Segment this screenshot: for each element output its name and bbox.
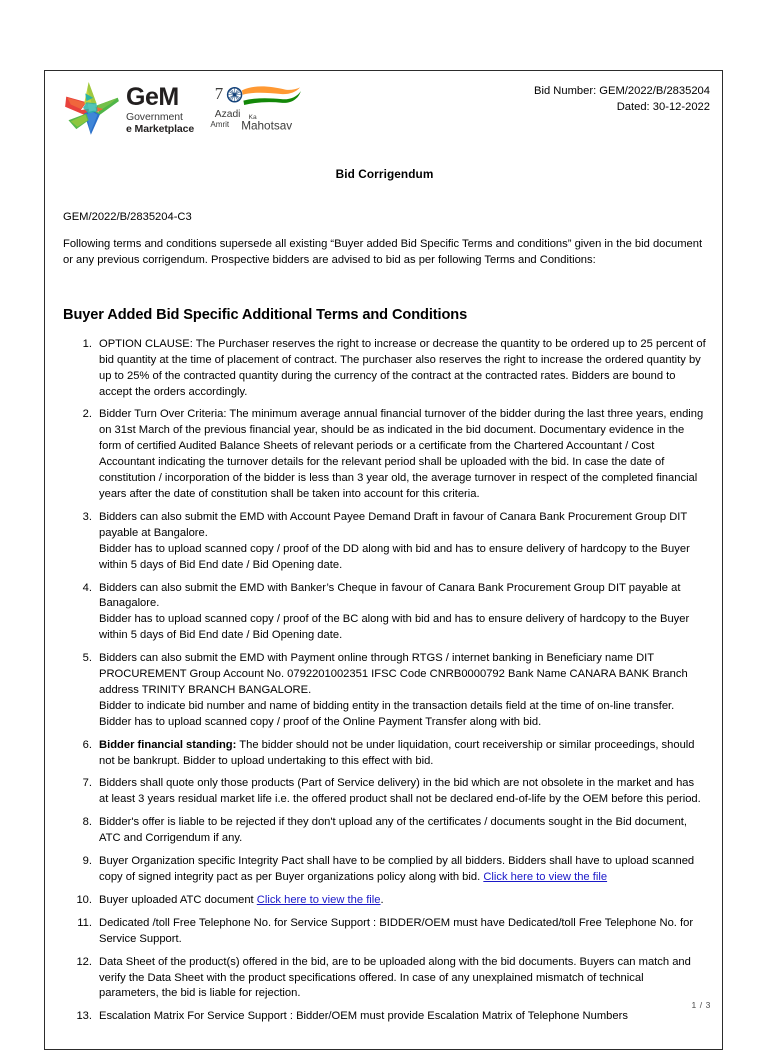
- term-number: 2.: [82, 408, 92, 421]
- term-number: 13.: [76, 1010, 92, 1023]
- bid-date: Dated: 30-12-2022: [616, 101, 710, 114]
- term-item: [82, 854, 706, 886]
- term-item: [82, 651, 706, 731]
- term-paragraph: Buyer uploaded ATC document Click here to view the file.: [99, 893, 384, 906]
- logo-group: [63, 81, 320, 137]
- term-number: 3.: [82, 510, 92, 523]
- azadi-ka-amrit-mahotsav-icon: [208, 83, 320, 133]
- term-item: [82, 738, 706, 770]
- term-number: 8.: [82, 816, 92, 829]
- term-item: [82, 815, 706, 847]
- svg-text:7: 7: [214, 84, 224, 104]
- view-file-link[interactable]: Click here to view the file: [256, 893, 381, 906]
- term-paragraph: Bidder Turn Over Criteria: The minimum average annual financial turnover of the bidder during the last three years, ending on 31st March of the previous financial year, should be as indicated in the bid document. Documentary evidence in the form of certified Audited Balance Sheets of relevant periods or a certificate from the Chartered Accountant / Cost Accountant indicating the turnover details for the relevant period shall be uploaded with the bid. In case the date of constitution / incorporation of the bidder is less than 3 year old, the average turnover in respect of the completed financial years after the date of constitution shall be taken into account for this criteria.: [99, 408, 704, 500]
- term-bold-lead: Bidder financial standing:: [99, 738, 237, 751]
- term-paragraph: Bidders can also submit the EMD with Account Payee Demand Draft in favour of Canara Bank Procurement Group DIT payable at Bangalore.: [99, 510, 688, 539]
- term-number: 9.: [82, 855, 92, 868]
- term-item: [82, 581, 706, 645]
- term-item: [82, 510, 706, 574]
- term-paragraph: Bidders can also submit the EMD with Banker’s Cheque in favour of Canara Bank Procurement Group DIT payable at Banagalore.: [99, 581, 681, 610]
- svg-text:Ka: Ka: [248, 114, 257, 122]
- svg-text:Mahotsav: Mahotsav: [241, 119, 293, 133]
- term-number: 1.: [82, 337, 92, 350]
- term-item: [76, 893, 706, 909]
- term-paragraph: OPTION CLAUSE: The Purchaser reserves the right to increase or decrease the quantity to be ordered up to 25 percent of bid quantity at the time of placement of contract. The purchaser also reserves the right to increase the ordered quantity by up to 25% of the contracted quantity during the currency of the contract at the contracted rates. Bidders are bound to accept the orders accordingly.: [99, 337, 706, 398]
- term-number: 12.: [76, 955, 92, 968]
- terms-list: [45, 337, 706, 1025]
- term-paragraph: Bidder has to upload scanned copy / proof of the BC along with bid and has to ensure delivery of hardcopy to the Buyer within 5 days of Bid End date / Bid Opening date.: [99, 613, 690, 642]
- term-number: 6.: [82, 738, 92, 751]
- bid-number: Bid Number: GEM/2022/B/2835204: [534, 85, 710, 97]
- section-heading: Buyer Added Bid Specific Additional Terms and Conditions: [63, 306, 468, 323]
- page-number: 1 / 3: [691, 1000, 711, 1010]
- term-item: [76, 1009, 706, 1025]
- term-paragraph: Buyer Organization specific Integrity Pact shall have to be complied by all bidders. Bidders shall have to upload scanned copy of signed integrity pact as per Buyer organizations policy along with bid. Click here to view the file: [99, 855, 695, 883]
- document-content: [45, 71, 723, 1032]
- gem-star-icon: [63, 81, 121, 137]
- gem-wordmark: [126, 84, 194, 135]
- term-number: 5.: [82, 652, 92, 665]
- svg-text:Azadi: Azadi: [214, 108, 241, 120]
- intro-paragraph: Following terms and conditions supersede all existing “Buyer added Bid Specific Terms and conditions” given in the bid document or any previous corrigendum. Prospective bidders are advised to bid as per following Terms and Conditions:: [63, 238, 703, 266]
- page-title: Bid Corrigendum: [335, 167, 434, 181]
- view-file-link[interactable]: Click here to view the file: [483, 871, 608, 883]
- term-paragraph: Dedicated /toll Free Telephone No. for Service Support : BIDDER/OEM must have Dedicated/toll Free Telephone No. for Service Support.: [99, 916, 694, 945]
- svg-text:Amrit: Amrit: [210, 120, 230, 130]
- term-number: 11.: [77, 916, 92, 929]
- gem-title: GeM: [126, 82, 179, 111]
- term-item: [82, 337, 706, 401]
- term-paragraph: Bidders can also submit the EMD with Payment online through RTGS / internet banking in Beneficiary name DIT PROCUREMENT Group Account No. 0792201002351 IFSC Code CNRB0000792 Bank Name CANARA BANK Branch address TRINITY BRANCH BANGALORE.: [99, 652, 688, 696]
- term-number: 7.: [82, 777, 92, 790]
- corrigendum-reference-number: GEM/2022/B/2835204-C3: [63, 211, 192, 223]
- term-item: [82, 776, 706, 808]
- header-bid-info: [534, 83, 710, 115]
- term-number: 4.: [82, 581, 92, 594]
- term-paragraph: Bidders shall quote only those products (Part of Service delivery) in the bid which are not obsolete in the market and has at least 3 years residual market life i.e. the offered product shall not be declared end-of-life by the OEM before this period.: [99, 777, 701, 806]
- term-item: [82, 407, 706, 502]
- term-paragraph: Bidder to indicate bid number and name of bidding entity in the transaction details field at the time of on-line transfer. Bidder has to upload scanned copy / proof of the Online Payment Transfer along with bid.: [99, 699, 675, 728]
- term-paragraph: Bidder financial standing: The bidder should not be under liquidation, court receivership or similar proceedings, should not be bankrupt. Bidder to upload undertaking to this effect with bid.: [99, 738, 695, 767]
- gem-logo: [63, 81, 194, 137]
- term-paragraph: Bidder has to upload scanned copy / proof of the DD along with bid and has to ensure delivery of hardcopy to the Buyer within 5 days of Bid End date / Bid Opening date.: [99, 542, 690, 571]
- gem-subtitle-government: Government: [126, 111, 183, 124]
- azadi-ka-amrit-mahotsav-logo: [208, 83, 320, 133]
- term-number: 10.: [76, 893, 92, 906]
- document-page: [44, 70, 723, 1050]
- term-paragraph: Data Sheet of the product(s) offered in the bid, are to be uploaded along with the bid documents. Buyers can match and verify the Data Sheet with the product specifications offered. In case of any unexplained mismatch of technical parameters, the bid is liable for rejection.: [99, 955, 691, 1000]
- term-paragraph: Bidder's offer is liable to be rejected if they don't upload any of the certificates / documents sought in the Bid document, ATC and Corrigendum if any.: [99, 816, 688, 845]
- document-header: [45, 71, 723, 147]
- term-paragraph: Escalation Matrix For Service Support : Bidder/OEM must provide Escalation Matrix of Telephone Numbers: [99, 1010, 628, 1023]
- gem-subtitle-marketplace: e Marketplace: [126, 122, 195, 135]
- page-footer: [44, 980, 723, 1010]
- term-item: [77, 916, 706, 948]
